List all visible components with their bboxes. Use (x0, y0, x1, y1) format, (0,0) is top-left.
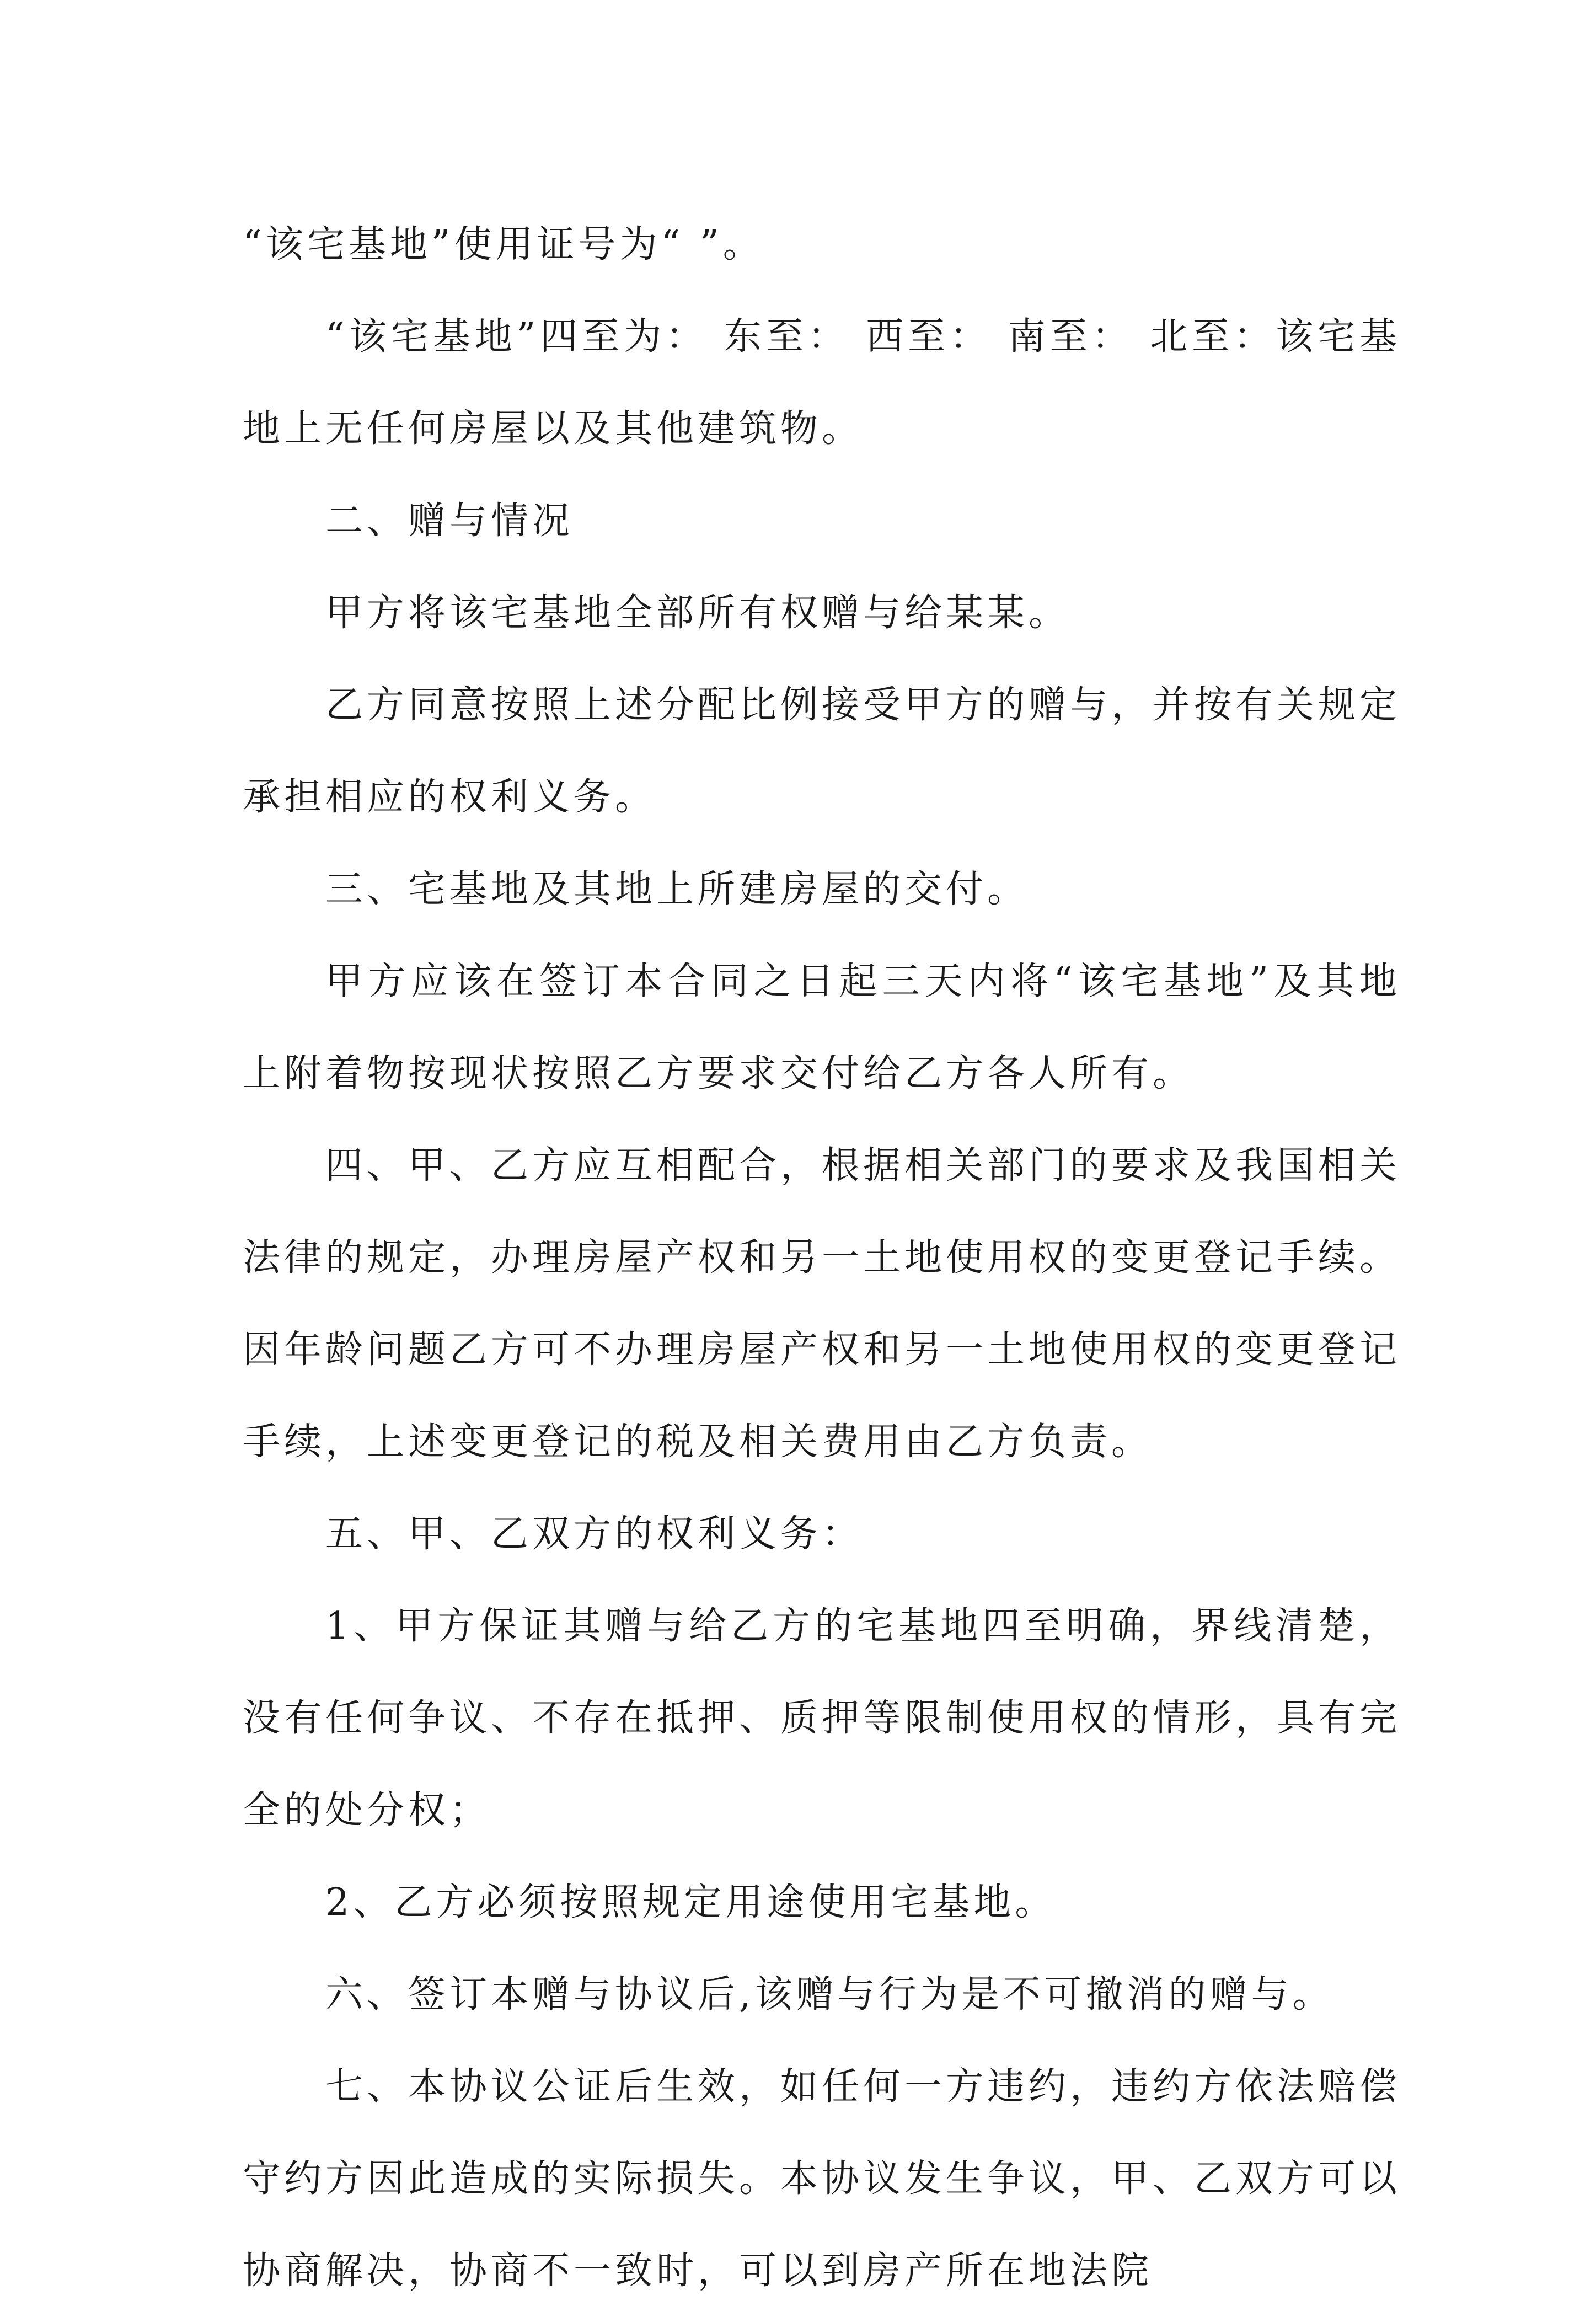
section-irrevocable: 六、签订本赠与协议后,该赠与行为是不可撤消的赠与。 (325, 1973, 1334, 2016)
paragraph-acceptance: 乙方同意按照上述分配比例接受甲方的赠与，并按有关规定承担相应的权利义务。 (243, 683, 1401, 819)
section-heading-delivery: 三、宅基地及其地上所建房屋的交付。 (325, 868, 1029, 911)
section-registration: 四、甲、乙方应互相配合，根据相关部门的要求及我国相关法律的规定，办理房屋产权和另一土地使用权的变更登记手续。因年龄问题乙方可不办理房屋产权和另一土地使用权的变更登记手续，上述变更登记的税及相关费用由乙方负责。 (243, 1144, 1401, 1464)
document-body (243, 199, 1401, 2317)
clause-1-guarantee: 1、甲方保证其赠与给乙方的宅基地四至明确，界线清楚，没有任何争议、不存在抵押、质押等限制使用权的情形，具有完全的处分权； (243, 1604, 1401, 1832)
paragraph-gift-transfer: 甲方将该宅基地全部所有权赠与给某某。 (325, 591, 1070, 635)
paragraph-boundaries: “该宅基地”四至为： 东至： 西至： 南至： 北至：该宅基地上无任何房屋以及其他建筑物。 (243, 315, 1401, 451)
section-heading-rights: 五、甲、乙双方的权利义务： (325, 1512, 864, 1556)
section-effect-dispute: 七、本协议公证后生效，如任何一方违约，违约方依法赔偿守约方因此造成的实际损失。本协议发生争议，甲、乙双方可以协商解决，协商不一致时，可以到房产所在地法院 (243, 2065, 1401, 2293)
paragraph-certificate-number: “该宅基地”使用证号为“ ”。 (243, 223, 764, 266)
clause-2-usage: 2、乙方必须按照规定用途使用宅基地。 (325, 1881, 1057, 1924)
paragraph-delivery: 甲方应该在签订本合同之日起三天内将“该宅基地”及其地上附着物按现状按照乙方要求交付给乙方各人所有。 (243, 960, 1401, 1095)
section-heading-gift: 二、赠与情况 (325, 499, 574, 543)
